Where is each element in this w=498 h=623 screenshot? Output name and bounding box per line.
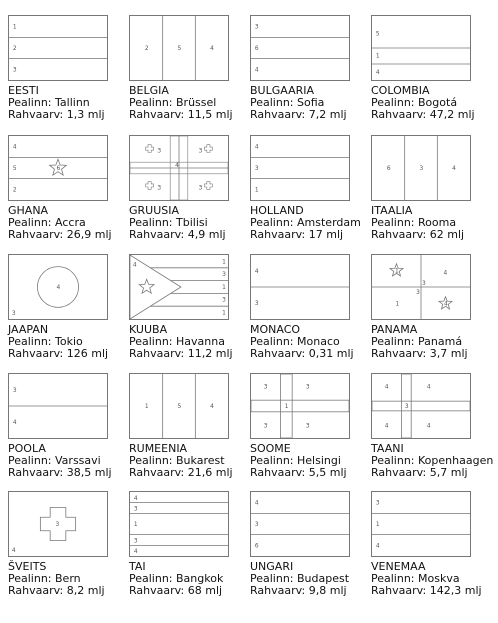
capital-name: Brüssel bbox=[176, 96, 217, 109]
population-line bbox=[129, 348, 247, 360]
population-prefix: Rahvaarv: bbox=[129, 584, 185, 597]
color-number: 5 bbox=[177, 45, 182, 52]
flag-caption bbox=[250, 324, 368, 360]
flag-caption bbox=[250, 561, 368, 597]
country-name: ŠVEITS bbox=[8, 560, 47, 573]
flag-outline bbox=[250, 15, 350, 81]
capital-name: Tokio bbox=[55, 335, 83, 348]
country-name: JAAPAN bbox=[8, 323, 49, 336]
color-number: 3 bbox=[254, 521, 259, 528]
capital-name: Havanna bbox=[176, 335, 225, 348]
population-value: 21,6 mlj bbox=[187, 466, 233, 479]
flag-drawing bbox=[251, 255, 349, 319]
population-value: 17 mlj bbox=[308, 228, 344, 241]
color-number: 3 bbox=[254, 300, 259, 307]
country-name: EESTI bbox=[8, 84, 39, 97]
population-line bbox=[129, 229, 247, 241]
population-value: 5,7 mlj bbox=[429, 466, 468, 479]
flag-outline bbox=[8, 254, 108, 320]
color-number: 3 bbox=[305, 384, 310, 391]
country-name: KUUBA bbox=[129, 323, 168, 336]
color-number: 3 bbox=[198, 148, 203, 155]
color-number: 4 bbox=[254, 268, 259, 275]
color-number: 4 bbox=[426, 384, 431, 391]
flag-caption bbox=[129, 443, 247, 479]
color-number: 3 bbox=[254, 165, 259, 172]
color-number: 3 bbox=[419, 165, 424, 172]
population-prefix: Rahvaarv: bbox=[250, 466, 306, 479]
capital-name: Bern bbox=[55, 572, 81, 585]
capital-name: Kopenhaagen bbox=[418, 454, 494, 467]
population-value: 9,8 mlj bbox=[308, 584, 347, 597]
capital-name: Helsingi bbox=[297, 454, 341, 467]
population-line bbox=[250, 229, 368, 241]
color-number: 3 bbox=[263, 423, 268, 430]
flag-caption bbox=[8, 561, 126, 597]
country-name: UNGARI bbox=[250, 560, 294, 573]
color-number: 4 bbox=[375, 543, 380, 550]
flag-drawing bbox=[9, 136, 107, 200]
color-number: 4 bbox=[12, 144, 17, 151]
flag-outline bbox=[250, 373, 350, 439]
capital-name: Rooma bbox=[418, 216, 457, 229]
flag-caption bbox=[8, 85, 126, 121]
country-name: ITAALIA bbox=[371, 204, 413, 217]
population-value: 7,2 mlj bbox=[308, 108, 347, 121]
color-number: 4 bbox=[175, 163, 179, 170]
flag-drawing bbox=[251, 16, 349, 80]
flag-drawing bbox=[251, 136, 349, 200]
country-name: TAI bbox=[129, 560, 146, 573]
flag-drawing bbox=[9, 255, 107, 319]
color-number: 4 bbox=[375, 70, 380, 77]
flag-drawing bbox=[130, 374, 228, 438]
flag-drawing bbox=[372, 374, 470, 438]
population-prefix: Rahvaarv: bbox=[250, 584, 306, 597]
color-number: 4 bbox=[426, 423, 431, 430]
population-value: 8,2 mlj bbox=[66, 584, 105, 597]
capital-prefix: Pealinn: bbox=[371, 572, 415, 585]
population-prefix: Rahvaarv: bbox=[371, 228, 427, 241]
flag-drawing bbox=[130, 16, 228, 80]
capital-name: Accra bbox=[55, 216, 86, 229]
color-number: 2 bbox=[12, 45, 17, 52]
color-number: 1 bbox=[395, 268, 399, 275]
country-name: SOOME bbox=[250, 442, 291, 455]
color-number: 4 bbox=[254, 67, 259, 74]
capital-prefix: Pealinn: bbox=[250, 96, 294, 109]
country-name: HOLLAND bbox=[250, 204, 304, 217]
flag-outline bbox=[129, 15, 229, 81]
flag-drawing bbox=[130, 492, 228, 556]
flag-outline bbox=[371, 135, 471, 201]
flag-drawing bbox=[372, 16, 470, 80]
population-prefix: Rahvaarv: bbox=[371, 108, 427, 121]
flag-caption bbox=[8, 324, 126, 360]
color-number: 4 bbox=[254, 500, 259, 507]
flag-drawing bbox=[9, 374, 107, 438]
capital-prefix: Pealinn: bbox=[129, 335, 173, 348]
color-number: 4 bbox=[132, 262, 137, 269]
color-number: 1 bbox=[254, 187, 259, 194]
color-number: 1 bbox=[222, 310, 226, 317]
population-value: 142,3 mlj bbox=[429, 584, 482, 597]
population-line bbox=[371, 348, 489, 360]
country-name: RUMEENIA bbox=[129, 442, 188, 455]
color-number: 4 bbox=[254, 144, 259, 151]
capital-name: Budapest bbox=[297, 572, 350, 585]
color-number: 1 bbox=[133, 521, 138, 528]
capital-prefix: Pealinn: bbox=[250, 335, 294, 348]
population-line bbox=[250, 348, 368, 360]
capital-prefix: Pealinn: bbox=[8, 454, 52, 467]
color-number: 3 bbox=[263, 384, 268, 391]
color-number: 5 bbox=[177, 403, 182, 410]
color-number: 6 bbox=[386, 165, 391, 172]
color-number: 6 bbox=[56, 165, 61, 172]
capital-name: Bogotá bbox=[418, 96, 458, 109]
flag-drawing bbox=[130, 136, 228, 200]
country-name: GHANA bbox=[8, 204, 49, 217]
flag-caption bbox=[129, 561, 247, 597]
population-line bbox=[8, 348, 126, 360]
country-name: MONACO bbox=[250, 323, 301, 336]
population-line bbox=[250, 585, 368, 597]
color-number: 3 bbox=[305, 423, 310, 430]
color-number: 4 bbox=[12, 419, 17, 426]
flag-drawing bbox=[251, 492, 349, 556]
flag-outline bbox=[371, 373, 471, 439]
population-prefix: Rahvaarv: bbox=[371, 584, 427, 597]
color-number: 1 bbox=[284, 403, 289, 410]
color-number: 6 bbox=[254, 45, 259, 52]
population-line bbox=[129, 585, 247, 597]
flag-caption bbox=[371, 85, 489, 121]
flag-caption bbox=[8, 443, 126, 479]
flag-drawing bbox=[372, 136, 470, 200]
capital-name: Tbilisi bbox=[176, 216, 208, 229]
country-name: VENEMAA bbox=[371, 560, 426, 573]
color-number: 3 bbox=[12, 67, 17, 74]
color-number: 1 bbox=[222, 259, 226, 266]
population-line bbox=[371, 585, 489, 597]
color-number: 3 bbox=[222, 297, 226, 304]
flag-outline bbox=[129, 254, 229, 320]
color-number: 3 bbox=[133, 538, 138, 545]
flag-caption bbox=[250, 443, 368, 479]
color-number: 3 bbox=[55, 521, 60, 528]
color-number: 3 bbox=[222, 272, 226, 279]
population-line bbox=[8, 229, 126, 241]
color-number: 2 bbox=[144, 45, 149, 52]
color-number: 3 bbox=[133, 506, 138, 513]
color-number: 1 bbox=[375, 53, 380, 60]
flag-caption bbox=[250, 85, 368, 121]
cross-icon bbox=[204, 182, 212, 190]
flag-outline bbox=[371, 254, 471, 320]
population-prefix: Rahvaarv: bbox=[8, 584, 64, 597]
flag-drawing bbox=[372, 255, 470, 319]
population-value: 47,2 mlj bbox=[429, 108, 475, 121]
capital-prefix: Pealinn: bbox=[250, 572, 294, 585]
flag-drawing bbox=[9, 16, 107, 80]
population-value: 5,5 mlj bbox=[308, 466, 347, 479]
population-line bbox=[371, 467, 489, 479]
capital-prefix: Pealinn: bbox=[371, 454, 415, 467]
flag-drawing bbox=[251, 374, 349, 438]
country-name: PANAMA bbox=[371, 323, 418, 336]
population-value: 62 mlj bbox=[429, 228, 465, 241]
population-line bbox=[8, 585, 126, 597]
flag-outline bbox=[8, 15, 108, 81]
flag-drawing bbox=[372, 492, 470, 556]
population-prefix: Rahvaarv: bbox=[250, 228, 306, 241]
capital-prefix: Pealinn: bbox=[8, 216, 52, 229]
color-number: 4 bbox=[452, 165, 456, 172]
country-name: BULGAARIA bbox=[250, 84, 315, 97]
capital-prefix: Pealinn: bbox=[129, 96, 173, 109]
flag-caption bbox=[250, 205, 368, 241]
population-value: 68 mlj bbox=[187, 584, 223, 597]
population-value: 3,7 mlj bbox=[429, 347, 468, 360]
color-number: 3 bbox=[11, 311, 16, 318]
capital-prefix: Pealinn: bbox=[8, 335, 52, 348]
country-name: GRUUSIA bbox=[129, 204, 180, 217]
population-line bbox=[8, 467, 126, 479]
capital-name: Monaco bbox=[297, 335, 340, 348]
color-number: 4 bbox=[384, 384, 389, 391]
color-number: 3 bbox=[421, 281, 426, 288]
capital-name: Panamá bbox=[418, 335, 463, 348]
color-number: 3 bbox=[12, 387, 17, 394]
population-prefix: Rahvaarv: bbox=[129, 466, 185, 479]
flag-drawing bbox=[9, 492, 107, 556]
population-line bbox=[250, 109, 368, 121]
cross-icon bbox=[146, 182, 154, 190]
capital-prefix: Pealinn: bbox=[371, 216, 415, 229]
color-number: 4 bbox=[210, 45, 214, 52]
population-prefix: Rahvaarv: bbox=[129, 108, 185, 121]
population-value: 11,2 mlj bbox=[187, 347, 233, 360]
capital-prefix: Pealinn: bbox=[8, 96, 52, 109]
flag-caption bbox=[371, 442, 494, 479]
capital-name: Tallinn bbox=[55, 96, 90, 109]
population-prefix: Rahvaarv: bbox=[250, 347, 306, 360]
flag-outline bbox=[250, 254, 350, 320]
population-prefix: Rahvaarv: bbox=[129, 228, 185, 241]
flag-outline bbox=[8, 135, 108, 201]
flag-caption bbox=[129, 324, 247, 360]
population-prefix: Rahvaarv: bbox=[8, 347, 64, 360]
flag-caption bbox=[371, 205, 489, 241]
capital-prefix: Pealinn: bbox=[129, 216, 173, 229]
flag-outline bbox=[250, 491, 350, 557]
color-number: 3 bbox=[375, 500, 380, 507]
population-value: 126 mlj bbox=[66, 347, 109, 360]
color-number: 3 bbox=[157, 185, 162, 192]
flag-caption bbox=[371, 561, 489, 597]
population-value: 38,5 mlj bbox=[66, 466, 112, 479]
color-number: 1 bbox=[12, 24, 17, 31]
flag-outline bbox=[371, 15, 471, 81]
capital-prefix: Pealinn: bbox=[250, 216, 294, 229]
population-value: 26,9 mlj bbox=[66, 228, 112, 241]
color-number: 4 bbox=[133, 495, 138, 502]
capital-prefix: Pealinn: bbox=[129, 454, 173, 467]
flag-outline bbox=[129, 491, 229, 557]
country-name: POOLA bbox=[8, 442, 46, 455]
color-number: 3 bbox=[254, 24, 259, 31]
color-number: 5 bbox=[12, 165, 17, 172]
population-line bbox=[371, 229, 489, 241]
color-number: 4 bbox=[443, 270, 448, 277]
color-number: 4 bbox=[56, 284, 61, 291]
flag-outline bbox=[8, 373, 108, 439]
population-line bbox=[371, 109, 489, 121]
color-number: 3 bbox=[404, 403, 409, 410]
color-number: 3 bbox=[198, 185, 203, 192]
capital-name: Varssavi bbox=[55, 454, 101, 467]
flag-caption bbox=[129, 85, 247, 121]
population-line bbox=[129, 109, 247, 121]
flag-outline bbox=[250, 135, 350, 201]
population-value: 11,5 mlj bbox=[187, 108, 233, 121]
capital-prefix: Pealinn: bbox=[250, 454, 294, 467]
color-number: 1 bbox=[395, 301, 400, 308]
flag-outline bbox=[129, 135, 229, 201]
color-number: 5 bbox=[375, 31, 380, 38]
flag-outline bbox=[8, 491, 108, 557]
population-prefix: Rahvaarv: bbox=[371, 466, 427, 479]
color-number: 1 bbox=[222, 284, 226, 291]
country-name: TAANI bbox=[371, 442, 404, 455]
cross-icon bbox=[204, 145, 212, 153]
population-prefix: Rahvaarv: bbox=[250, 108, 306, 121]
population-prefix: Rahvaarv: bbox=[371, 347, 427, 360]
capital-name: Bukarest bbox=[176, 454, 225, 467]
capital-prefix: Pealinn: bbox=[371, 335, 415, 348]
color-number: 3 bbox=[416, 289, 420, 296]
color-number: 4 bbox=[384, 423, 389, 430]
capital-prefix: Pealinn: bbox=[8, 572, 52, 585]
color-number: 1 bbox=[375, 521, 380, 528]
cross-icon bbox=[146, 145, 154, 153]
color-number: 6 bbox=[254, 543, 259, 550]
population-prefix: Rahvaarv: bbox=[8, 108, 64, 121]
color-number: 4 bbox=[133, 549, 138, 556]
flag-outline bbox=[371, 491, 471, 557]
capital-name: Sofia bbox=[297, 96, 325, 109]
flag-caption bbox=[129, 205, 247, 241]
population-value: 1,3 mlj bbox=[66, 108, 105, 121]
population-value: 0,31 mlj bbox=[308, 347, 354, 360]
flag-outline bbox=[129, 373, 229, 439]
color-number: 4 bbox=[11, 548, 16, 555]
population-line bbox=[250, 467, 368, 479]
capital-name: Moskva bbox=[418, 572, 460, 585]
capital-prefix: Pealinn: bbox=[129, 572, 173, 585]
flag-caption bbox=[371, 324, 489, 360]
capital-prefix: Pealinn: bbox=[371, 96, 415, 109]
flag-drawing bbox=[130, 255, 228, 319]
population-prefix: Rahvaarv: bbox=[129, 347, 185, 360]
population-prefix: Rahvaarv: bbox=[8, 466, 64, 479]
color-number: 2 bbox=[12, 187, 17, 194]
population-line bbox=[129, 467, 247, 479]
color-number: 3 bbox=[157, 148, 162, 155]
flag-caption bbox=[8, 205, 126, 241]
capital-name: Amsterdam bbox=[297, 216, 361, 229]
capital-name: Bangkok bbox=[176, 572, 224, 585]
color-number: 4 bbox=[210, 403, 214, 410]
color-number: 1 bbox=[144, 403, 149, 410]
population-value: 4,9 mlj bbox=[187, 228, 226, 241]
population-prefix: Rahvaarv: bbox=[8, 228, 64, 241]
country-name: COLOMBIA bbox=[371, 84, 430, 97]
country-name: BELGIA bbox=[129, 84, 169, 97]
population-line bbox=[8, 109, 126, 121]
color-number: 4 bbox=[444, 301, 448, 308]
